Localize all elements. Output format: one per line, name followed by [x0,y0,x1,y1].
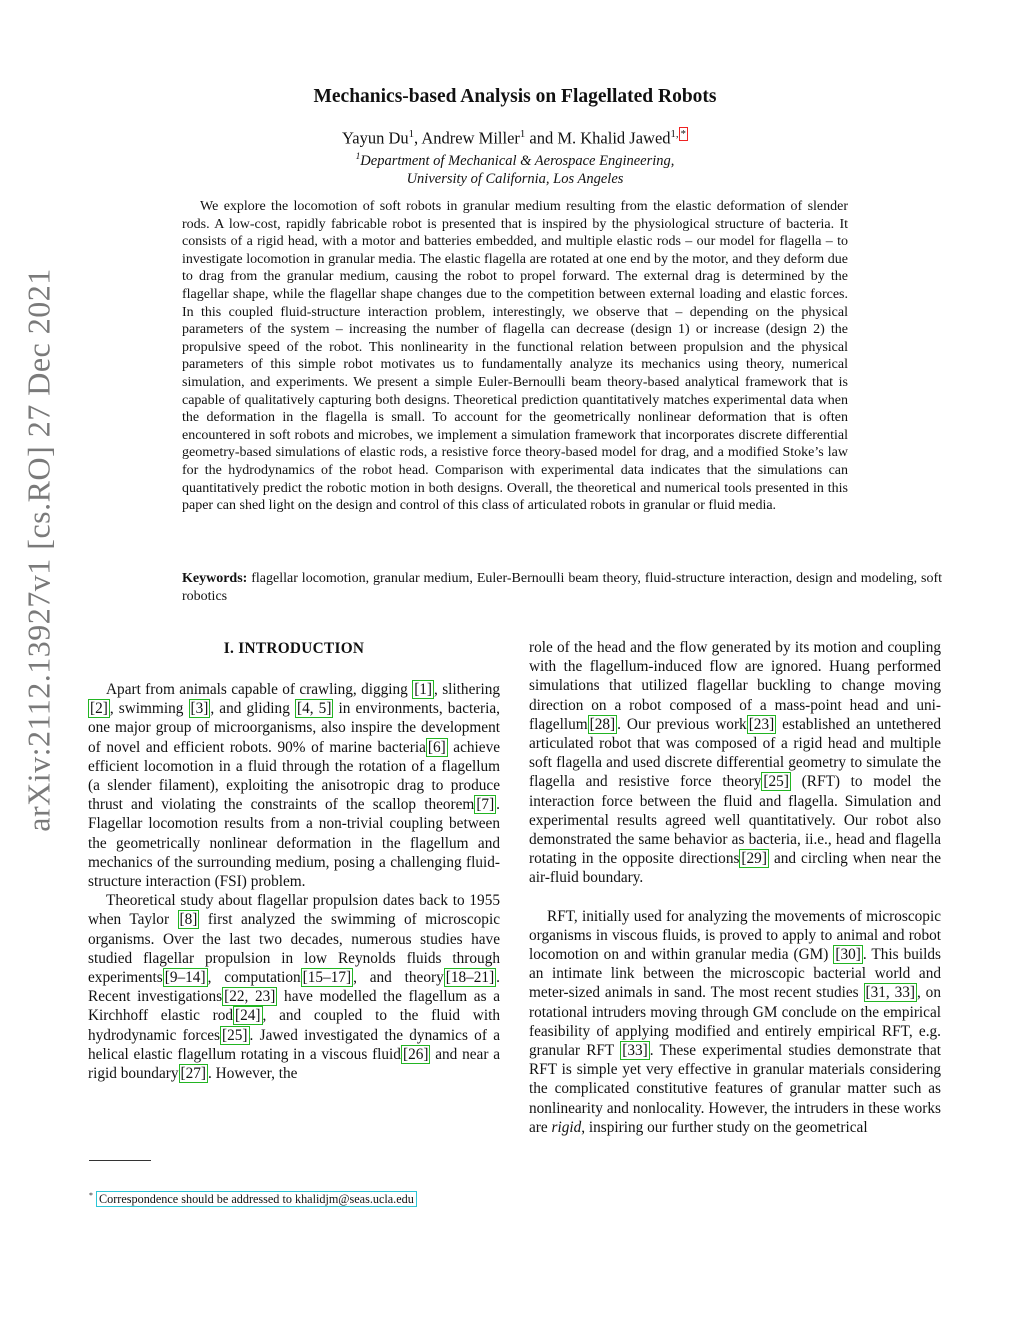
affiliation-mark: 1, [670,128,679,140]
author-name: Yayun Du [342,128,409,148]
correspondence-link[interactable]: Correspondence should be addressed to khalidjm@seas.ucla.edu [96,1191,417,1207]
citation-link[interactable]: [9–14] [164,969,206,987]
citation-link[interactable]: [25] [222,1026,248,1044]
citation-link[interactable]: [6] [427,738,446,756]
paper-title: Mechanics-based Analysis on Flagellated Robots [313,86,717,107]
keywords [182,570,942,605]
left-column [88,680,500,1083]
keywords-label: Keywords: [182,571,248,586]
affiliation-line-2: University of California, Los Angeles [406,170,624,187]
footnote-link[interactable]: * [680,128,686,140]
footnote-mark: * [89,1191,93,1200]
citation-link[interactable]: [25] [763,773,789,791]
abstract [182,198,848,515]
citation-link[interactable]: [23] [748,715,775,733]
citation-link[interactable]: [8] [179,911,198,929]
citation-link[interactable]: [18–21] [445,969,495,987]
emphasis-text: rigid [551,1118,582,1136]
author-conjunction: and [529,128,554,148]
author-name: M. Khalid Jawed [557,128,671,148]
citation-link[interactable]: [28] [589,715,616,733]
section-heading-introduction: I. INTRODUCTION [223,640,365,657]
author-list: Yayun Du$^1$, Andrew Miller$^1$ and M. Khalid Jawed$^{1,}$ * [342,128,686,148]
author-name: Andrew Miller [421,128,520,148]
affiliation-number: 1 [355,152,361,162]
citation-link[interactable]: [22, 23] [224,988,276,1006]
citation-link[interactable]: [7] [476,796,495,814]
affiliation-mark: 1 [519,128,526,140]
citation-link[interactable]: [24] [235,1007,261,1025]
keywords-text: flagellar locomotion, granular medium, Euler-Bernoulli beam theory, fluid-structure interaction, design and modeling, soft robotics [182,571,943,604]
citation-link[interactable]: [1] [414,681,433,698]
citation-link[interactable]: [2] [90,700,108,718]
affiliation-line-1: Department of Mechanical & Aerospace Engineering, [360,152,675,169]
citation-link[interactable]: [29] [741,850,767,868]
arxiv-identifier[interactable] [10,268,68,832]
right-column [529,638,941,1137]
footnote-rule [89,1160,151,1161]
citation-link[interactable]: [27] [180,1065,206,1083]
affiliation [0,148,1024,188]
paragraph: Apart from animals capable of crawling, digging [1] , slithering [2] , swimming [3] , and gliding [4, 5] in environments, bacteria, one major group of microorganisms, also inspire the development of novel and efficient robots. 90% of marine bacteria [6] achieve efficient locomotion in a fluid through the rotation of a flagellum (a slender filament), exploiting the anisotropic drag to produce thrust and violating the constraints of the scallop theorem [7] . Flagellar locomotion results from a non-trivial coupling between the geometrically nonlinear deformation in the flagellum and mechanics of the surrounding medium, posing a challenging fluid-structure interaction (FSI) problem. [88,681,501,891]
abstract-text: We explore the locomotion of soft robots in granular medium resulting from the elastic deformation of slender rods. A low-cost, rapidly fabricable robot is presented that is inspired by the physiological structure of bacteria. It consists of a rigid head, with a motor and batteries embedded, and multiple elastic rods – our model for flagella – to investigate locomotion in granular media. The elastic flagella are rotated at one end by the motor, and they deform due to drag from the granular medium, causing the robot to propel forward. The external drag is determined by the flagellar shape, while the flagellar shape changes due to the competition between external loading and elastic forces. In this coupled fluid-structure interaction problem, interestingly, we observe that – depending on the physical parameters of the system – increasing the number of flagella can decrease (design 1) or increase (design 2) the propulsive speed of the robot. This nonlinearity in the functional relation between propulsion and the physical parameters of this simple robot motivates us to fundamentally analyze its mechanics using theory, numerical simulation, and experiments. We present a simple Euler-Bernoulli beam theory-based analytical framework that is capable of qualitatively capturing both designs. Theoretical prediction quantitatively matches experimental data when the deformation in the flagella is small. To account for the geometrically nonlinear deformation that is often encountered in soft robots and microbes, we implement a simulation framework that incorporates discrete differential geometry-based simulations of elastic rods, a resistive force theory-based model for drag, and a modified Stoke’s law for the hydrodynamics of the robot head. Comparison with experimental data indicates that the simulations can quantitatively predict the robotic motion in both designs. Overall, the theoretical and numerical tools presented in this paper can shed light on the design and control of this class of articulated robots in granular or fluid media. [182,199,848,514]
citation-link[interactable]: [26] [402,1045,429,1063]
citation-link[interactable]: [31, 33] [865,984,915,1002]
citation-link[interactable]: [15–17] [302,969,352,987]
paragraph: role of the head and the flow generated by its motion and coupling with the flagellum-induced flow are ignored. Huang performed simulations that utilized flagellar buckling to change moving direction on a robot composed of a mass-point head and uni-flagellum [28] . Our previous work [23] established an untethered articulated robot that was composed of a rigid head and multiple soft flagella and used discrete differential geometry to simulate the flagella and resistive force theory [25] (RFT) to model the interaction force between the fluid and flagella. Simulation and experimental results agreed well quantitatively. Our robot also demonstrated the same behavior as bacteria, ii.e., head and flagella rotating in the opposite directions [29] and circling when near the air-fluid boundary. [529,639,941,887]
citation-link[interactable]: [33] [622,1042,648,1060]
affiliation-mark: 1 [408,128,415,140]
citation-link[interactable]: [4, 5] [296,700,332,718]
arxiv-id-text: arXiv:2112.13927v1 [cs.RO] 27 Dec 2021 [20,268,57,832]
paragraph: Theoretical study about flagellar propulsion dates back to 1955 when Taylor [8] first analyzed the swimming of microscopic organisms. Over the last two decades, numerous studies have studied flagellar propulsion in low Reynolds fluids through experiments [9–14] , computation [15–17] , and theory [18–21] . Recent investigations [22, 23] have modelled the flagellum as a Kirchhoff elastic rod [24] , and coupled to the fluid with hydrodynamic forces [25] . Jawed investigated the dynamics of a helical elastic flagellum rotating in a viscous fluid [26] and near a rigid boundary [27] . However, the [88,892,501,1083]
footnote [89,1191,417,1207]
citation-link[interactable]: [30] [835,946,861,964]
citation-link[interactable]: [3] [190,700,209,718]
paragraph: RFT, initially used for analyzing the movements of microscopic organisms in viscous fluids, is proved to apply to animal and robot locomotion on and within granular media (GM) [30] . This builds an intimate link between the microscopic bacterial world and meter-sized animals in sand. The most recent studies [31, 33] , on rotational intruders moving through GM conclude on the empirical feasibility of applying modified and entirely empirical RFT, e.g. granular RFT [33] . These experimental studies demonstrate that RFT is simple yet very effective in granular materials considering the complicated constitutive features of granular matter such as nonlinearity and nonlocality. However, the intruders in these works are rigid, inspiring our further study on the geometrical [529,907,942,1136]
